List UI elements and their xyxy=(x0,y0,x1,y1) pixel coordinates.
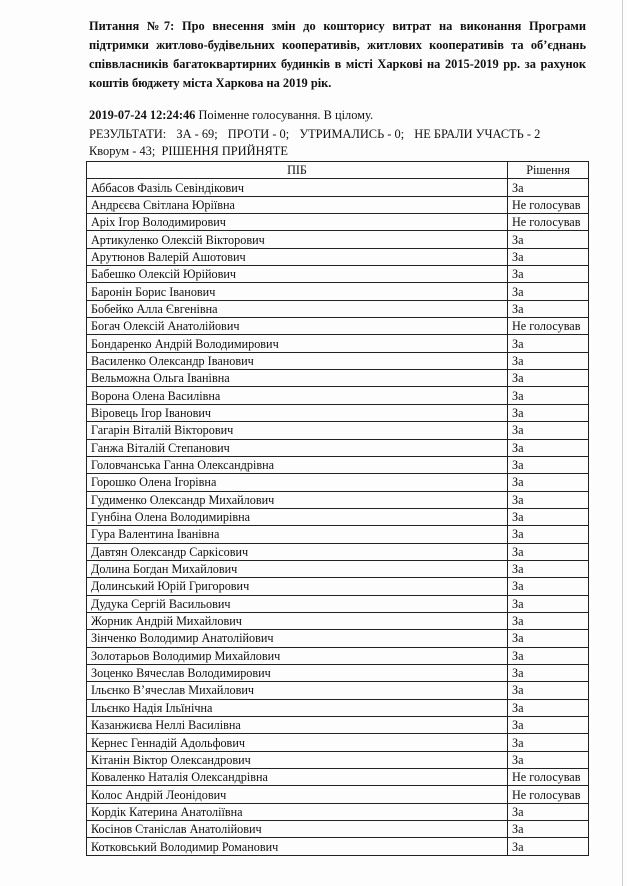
member-decision-cell: За xyxy=(508,560,589,577)
member-name-cell: Аріх Ігор Володимирович xyxy=(87,214,508,231)
member-decision-cell: За xyxy=(508,751,589,768)
member-name-cell: Зоценко Вячеслав Володимирович xyxy=(87,664,508,681)
table-row xyxy=(87,838,589,855)
member-name-cell: Котковський Володимир Романович xyxy=(87,838,508,855)
member-decision-cell: За xyxy=(508,387,589,404)
table-row xyxy=(87,578,589,595)
member-name-cell: Ганжа Віталій Степанович xyxy=(87,439,508,456)
page-edge-line xyxy=(622,0,623,886)
results-label: РЕЗУЛЬТАТИ: xyxy=(89,127,167,141)
roll-call-table xyxy=(86,161,589,856)
member-name-cell: Зінченко Володимир Анатолійович xyxy=(87,630,508,647)
member-decision-cell: За xyxy=(508,352,589,369)
table-row xyxy=(87,717,589,734)
table-row xyxy=(87,456,589,473)
table-row xyxy=(87,560,589,577)
table-row xyxy=(87,352,589,369)
member-decision-cell: За xyxy=(508,404,589,421)
table-row xyxy=(87,508,589,525)
table-row xyxy=(87,769,589,786)
table-row xyxy=(87,647,589,664)
member-name-cell: Артикуленко Олексій Вікторович xyxy=(87,231,508,248)
member-name-cell: Горошко Олена Ігорівна xyxy=(87,474,508,491)
table-row xyxy=(87,370,589,387)
member-name-cell: Вельможна Ольга Іванівна xyxy=(87,370,508,387)
member-decision-cell: За xyxy=(508,422,589,439)
quorum: Кворум - 43; xyxy=(89,144,156,158)
table-row xyxy=(87,751,589,768)
member-name-cell: Кордік Катерина Анатоліївна xyxy=(87,803,508,820)
table-row xyxy=(87,214,589,231)
table-row xyxy=(87,803,589,820)
member-name-cell: Гунбіна Олена Володимирівна xyxy=(87,508,508,525)
member-name-cell: Аббасов Фазіль Севіндікович xyxy=(87,179,508,196)
table-row xyxy=(87,612,589,629)
member-decision-cell: За xyxy=(508,526,589,543)
table-row xyxy=(87,179,589,196)
member-decision-cell: За xyxy=(508,821,589,838)
table-row xyxy=(87,595,589,612)
table-row xyxy=(87,474,589,491)
decision-status: РІШЕННЯ ПРИЙНЯТЕ xyxy=(161,144,288,158)
table-row xyxy=(87,682,589,699)
member-name-cell: Гагарін Віталій Вікторович xyxy=(87,422,508,439)
member-name-cell: Головчанська Ганна Олександрівна xyxy=(87,456,508,473)
member-decision-cell: За xyxy=(508,630,589,647)
table-row xyxy=(87,335,589,352)
table-row xyxy=(87,231,589,248)
member-name-cell: Кітанін Віктор Олександрович xyxy=(87,751,508,768)
member-name-cell: Ільєнко Надія Ільїнічна xyxy=(87,699,508,716)
member-name-cell: Давтян Олександр Саркісович xyxy=(87,543,508,560)
member-name-cell: Золотарьов Володимир Михайлович xyxy=(87,647,508,664)
table-row xyxy=(87,439,589,456)
table-row xyxy=(87,526,589,543)
member-decision-cell: За xyxy=(508,283,589,300)
member-decision-cell: За xyxy=(508,647,589,664)
member-decision-cell: Не голосував xyxy=(508,214,589,231)
member-name-cell: Казанжиєва Неллі Василівна xyxy=(87,717,508,734)
table-row xyxy=(87,248,589,265)
member-decision-cell: За xyxy=(508,682,589,699)
member-name-cell: Богач Олексій Анатолійович xyxy=(87,318,508,335)
member-decision-cell: За xyxy=(508,370,589,387)
member-decision-cell: Не голосував xyxy=(508,769,589,786)
member-name-cell: Баронін Борис Іванович xyxy=(87,283,508,300)
member-decision-cell: За xyxy=(508,838,589,855)
member-name-cell: Гура Валентина Іванівна xyxy=(87,526,508,543)
agenda-item-heading: Питання №7: Про внесення змін до кошторису витрат на виконання Програми підтримки житлово-будівельних кооперативів, житлових кооперативів та об’єднань співвласників багатоквартирних будинків в місті Харкові на 2015-2019 рр. за рахунок коштів бюджету міста Харкова на 2019 рік. xyxy=(89,19,586,90)
table-row xyxy=(87,734,589,751)
table-header-row xyxy=(87,162,589,179)
member-decision-cell: За xyxy=(508,179,589,196)
table-row xyxy=(87,196,589,213)
member-name-cell: Андрєєва Світлана Юріївна xyxy=(87,196,508,213)
table-row xyxy=(87,422,589,439)
results-abstained: УТРИМАЛИСЬ - 0; xyxy=(299,127,405,141)
member-name-cell: Коваленко Наталія Олександрівна xyxy=(87,769,508,786)
member-decision-cell: За xyxy=(508,595,589,612)
table-row xyxy=(87,387,589,404)
results-for: ЗА - 69; xyxy=(176,127,218,141)
table-row xyxy=(87,266,589,283)
results-not-voting: НЕ БРАЛИ УЧАСТЬ - 2 xyxy=(414,127,541,141)
member-name-cell: Бондаренко Андрій Володимирович xyxy=(87,335,508,352)
member-decision-cell: Не голосував xyxy=(508,318,589,335)
member-name-cell: Косінов Станіслав Анатолійович xyxy=(87,821,508,838)
quorum-decision-line xyxy=(89,143,288,160)
member-decision-cell: Не голосував xyxy=(508,786,589,803)
table-row xyxy=(87,699,589,716)
member-name-cell: Бабешко Олексій Юрійович xyxy=(87,266,508,283)
member-decision-cell: За xyxy=(508,664,589,681)
table-row xyxy=(87,786,589,803)
table-row xyxy=(87,404,589,421)
table-row xyxy=(87,543,589,560)
member-name-cell: Бобейко Алла Євгенівна xyxy=(87,300,508,317)
vote-info-line xyxy=(89,107,373,124)
table-row xyxy=(87,821,589,838)
table-row xyxy=(87,664,589,681)
member-name-cell: Дудука Сергій Васильович xyxy=(87,595,508,612)
member-decision-cell: За xyxy=(508,543,589,560)
table-row xyxy=(87,300,589,317)
vote-type: Поіменне голосування. В цілому. xyxy=(198,108,374,122)
table-row xyxy=(87,630,589,647)
member-name-cell: Віровець Ігор Іванович xyxy=(87,404,508,421)
member-decision-cell: Не голосував xyxy=(508,196,589,213)
member-decision-cell: За xyxy=(508,231,589,248)
member-name-cell: Василенко Олександр Іванович xyxy=(87,352,508,369)
member-decision-cell: За xyxy=(508,612,589,629)
member-decision-cell: За xyxy=(508,491,589,508)
member-name-cell: Долина Богдан Михайлович xyxy=(87,560,508,577)
table-body xyxy=(87,179,589,855)
vote-results-line xyxy=(89,126,586,143)
member-decision-cell: За xyxy=(508,474,589,491)
member-name-cell: Кернес Геннадій Адольфович xyxy=(87,734,508,751)
member-decision-cell: За xyxy=(508,578,589,595)
member-name-cell: Ворона Олена Василівна xyxy=(87,387,508,404)
member-decision-cell: За xyxy=(508,300,589,317)
member-decision-cell: За xyxy=(508,266,589,283)
member-decision-cell: За xyxy=(508,803,589,820)
member-name-cell: Жорник Андрій Михайлович xyxy=(87,612,508,629)
vote-datetime: 2019-07-24 12:24:46 xyxy=(89,108,196,122)
results-against: ПРОТИ - 0; xyxy=(227,127,290,141)
member-name-cell: Колос Андрій Леонідович xyxy=(87,786,508,803)
table-row xyxy=(87,283,589,300)
member-decision-cell: За xyxy=(508,456,589,473)
member-name-cell: Ільєнко В’ячеслав Михайлович xyxy=(87,682,508,699)
member-decision-cell: За xyxy=(508,335,589,352)
table-row xyxy=(87,318,589,335)
member-decision-cell: За xyxy=(508,734,589,751)
member-decision-cell: За xyxy=(508,717,589,734)
member-name-cell: Долинський Юрій Григорович xyxy=(87,578,508,595)
member-name-cell: Арутюнов Валерій Ашотович xyxy=(87,248,508,265)
member-decision-cell: За xyxy=(508,699,589,716)
member-decision-cell: За xyxy=(508,248,589,265)
column-header-name: ПІБ xyxy=(87,162,508,179)
column-header-decision: Рішення xyxy=(508,162,589,179)
table-row xyxy=(87,491,589,508)
member-decision-cell: За xyxy=(508,439,589,456)
member-name-cell: Гудименко Олександр Михайлович xyxy=(87,491,508,508)
member-decision-cell: За xyxy=(508,508,589,525)
